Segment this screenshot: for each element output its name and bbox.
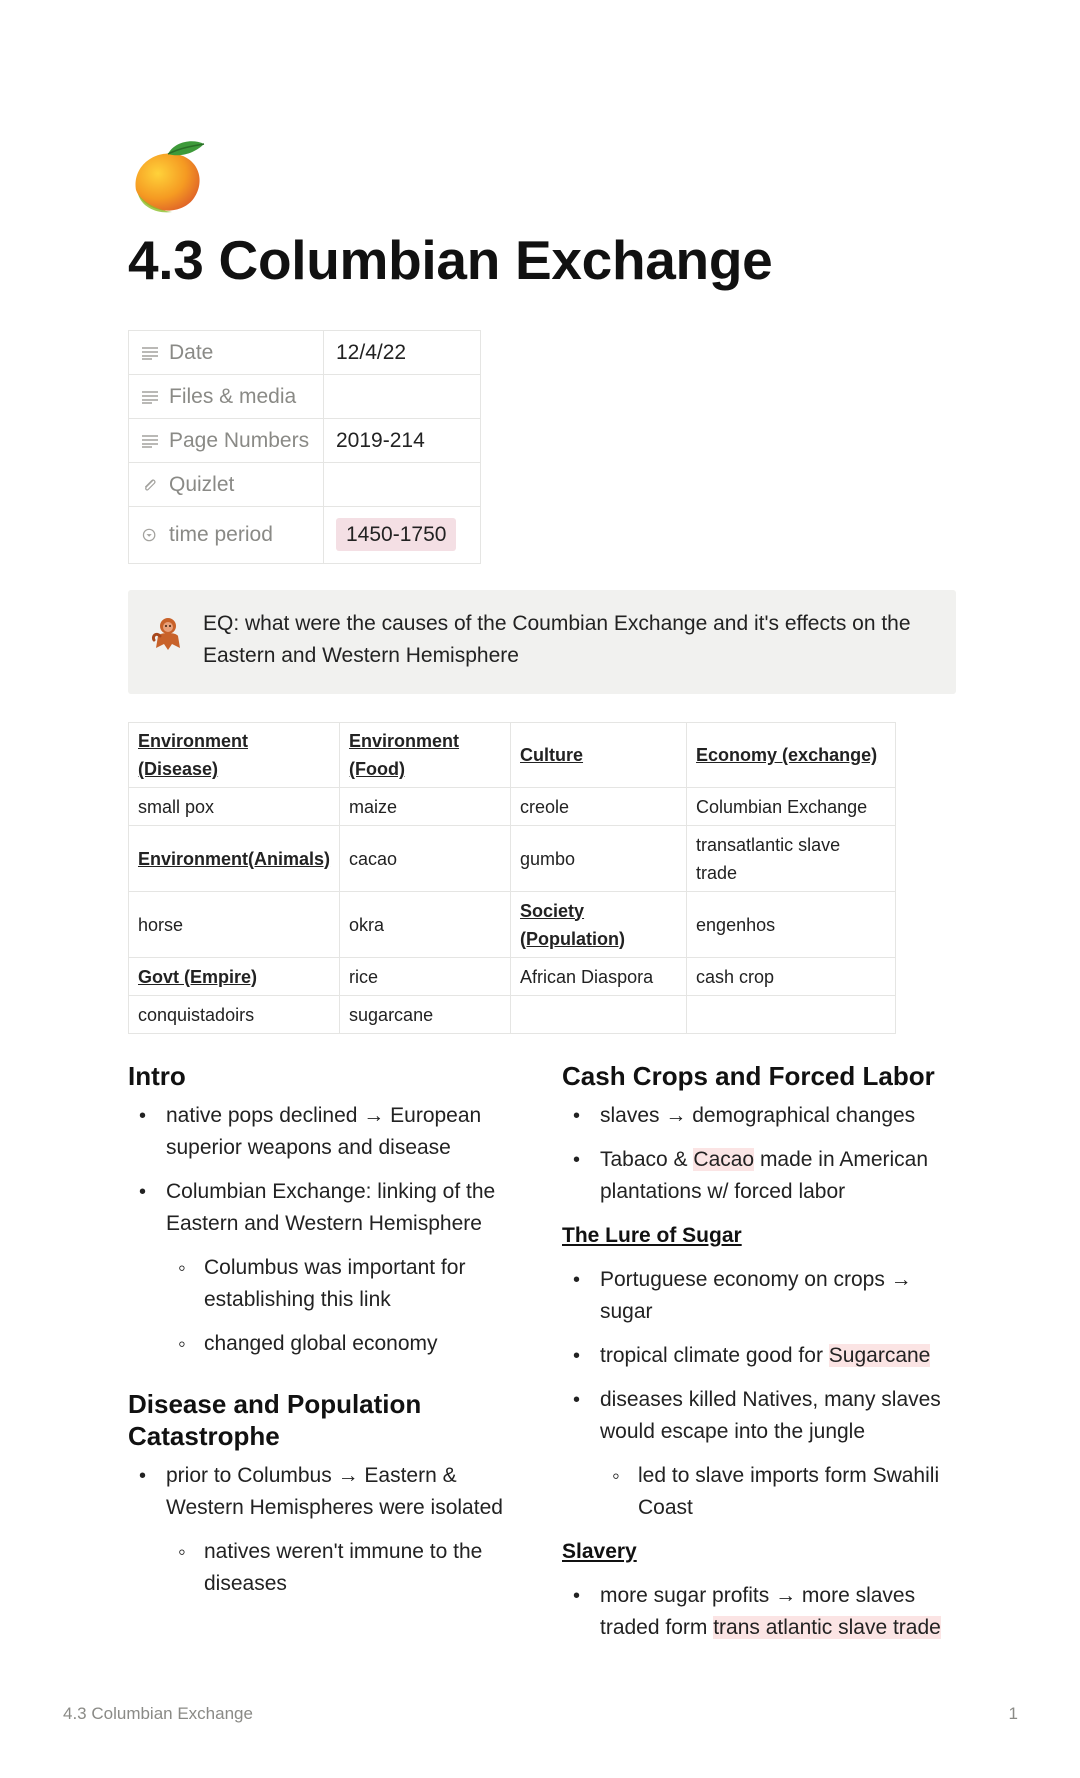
table-row	[129, 723, 896, 788]
text-run: more sugar profits → more slaves traded form	[600, 1584, 916, 1639]
property-label: Date	[169, 340, 214, 364]
table-cell: gumbo	[511, 826, 687, 892]
right-column	[562, 1060, 962, 1656]
property-value[interactable]	[324, 375, 481, 419]
highlight-text: Cacao	[693, 1148, 755, 1171]
list-item: ◦ changed global economy	[128, 1328, 528, 1360]
list-item	[562, 1580, 962, 1644]
page-title: 4.3 Columbian Exchange	[128, 229, 773, 291]
table-cell	[687, 996, 896, 1034]
table-header-cell: Economy (exchange)	[687, 723, 896, 788]
heading-lure-of-sugar: The Lure of Sugar	[562, 1224, 742, 1247]
table-header-cell: Culture	[511, 723, 687, 788]
table-cell: cacao	[340, 826, 511, 892]
property-row-date[interactable]	[129, 331, 481, 375]
list-item: ◦ Columbus was important for establishing this link	[128, 1252, 528, 1316]
heading-intro: Intro	[128, 1061, 186, 1091]
property-label: Quizlet	[169, 472, 235, 496]
table-row	[129, 788, 896, 826]
table-cell: creole	[511, 788, 687, 826]
table-cell: Govt (Empire)	[129, 958, 340, 996]
slavery-list	[562, 1580, 962, 1644]
text-run: tropical climate good for	[600, 1344, 829, 1367]
property-value[interactable]	[324, 463, 481, 507]
property-row-time-period[interactable]	[129, 507, 481, 564]
list-item: ◦ natives weren't immune to the diseases	[128, 1536, 528, 1600]
property-label: Page Numbers	[169, 428, 310, 452]
callout-text: EQ: what were the causes of the Coumbian Exchange and it's effects on the Eastern and Western Hemisphere	[203, 612, 911, 667]
table-cell: conquistadoirs	[129, 996, 340, 1034]
concepts-table	[128, 722, 896, 1034]
cash-crops-list	[562, 1100, 962, 1208]
property-row-quizlet[interactable]	[129, 463, 481, 507]
property-label: time period	[169, 523, 273, 546]
footer-title: 4.3 Columbian Exchange	[63, 1704, 253, 1723]
heading-cash-crops: Cash Crops and Forced Labor	[562, 1061, 935, 1091]
table-cell: cash crop	[687, 958, 896, 996]
list-item: • slaves → demographical changes	[562, 1100, 962, 1132]
heading-slavery: Slavery	[562, 1540, 637, 1563]
list-item	[562, 1144, 962, 1208]
table-cell: horse	[129, 892, 340, 958]
table-row	[129, 826, 896, 892]
mango-emoji-icon	[128, 138, 208, 216]
table-cell: transatlantic slave trade	[687, 826, 896, 892]
text-run: Tabaco &	[600, 1148, 694, 1171]
text-lines-icon	[141, 434, 159, 448]
table-header-cell: Environment (Food)	[340, 723, 511, 788]
properties-table	[128, 330, 481, 564]
list-item: • diseases killed Natives, many slaves would escape into the jungle	[562, 1384, 962, 1448]
highlight-text: trans atlantic slave trade	[713, 1616, 941, 1639]
table-cell: okra	[340, 892, 511, 958]
text-lines-icon	[141, 390, 159, 404]
table-cell: sugarcane	[340, 996, 511, 1034]
table-cell: rice	[340, 958, 511, 996]
table-cell: Environment(Animals)	[129, 826, 340, 892]
orangutan-emoji-icon	[148, 614, 186, 652]
table-row	[129, 892, 896, 958]
disease-list	[128, 1460, 528, 1600]
property-value[interactable]: 2019-214	[324, 419, 481, 463]
table-row	[129, 958, 896, 996]
sugar-list	[562, 1264, 962, 1524]
property-label: Files & media	[169, 384, 297, 408]
table-cell: Society (Population)	[511, 892, 687, 958]
time-period-tag[interactable]: 1450-1750	[336, 518, 456, 551]
table-cell: African Diaspora	[511, 958, 687, 996]
list-item: ◦ led to slave imports form Swahili Coast	[562, 1460, 962, 1524]
list-item: • Columbian Exchange: linking of the Eastern and Western Hemisphere	[128, 1176, 528, 1240]
property-value[interactable]: 12/4/22	[324, 331, 481, 375]
highlight-text: Sugarcane	[828, 1344, 931, 1367]
table-cell	[511, 996, 687, 1034]
table-header-cell: Environment (Disease)	[129, 723, 340, 788]
table-cell: small pox	[129, 788, 340, 826]
table-cell: maize	[340, 788, 511, 826]
select-circle-icon	[141, 528, 159, 542]
footer-page-number: 1	[1008, 1704, 1018, 1723]
paperclip-icon	[141, 478, 159, 492]
property-row-files[interactable]	[129, 375, 481, 419]
intro-list	[128, 1100, 528, 1360]
table-cell: engenhos	[687, 892, 896, 958]
list-item: • Portuguese economy on crops → sugar	[562, 1264, 962, 1328]
text-run: made in American plantations w/ forced labor	[600, 1148, 929, 1203]
heading-disease: Disease and Population Catastrophe	[128, 1389, 422, 1451]
list-item: • prior to Columbus → Eastern & Western Hemispheres were isolated	[128, 1460, 528, 1524]
essential-question-callout	[128, 590, 956, 694]
text-lines-icon	[141, 346, 159, 360]
list-item: • native pops declined → European superior weapons and disease	[128, 1100, 528, 1164]
list-item	[562, 1340, 962, 1372]
table-row	[129, 996, 896, 1034]
left-column	[128, 1060, 528, 1612]
table-cell: Columbian Exchange	[687, 788, 896, 826]
property-row-page-numbers[interactable]	[129, 419, 481, 463]
